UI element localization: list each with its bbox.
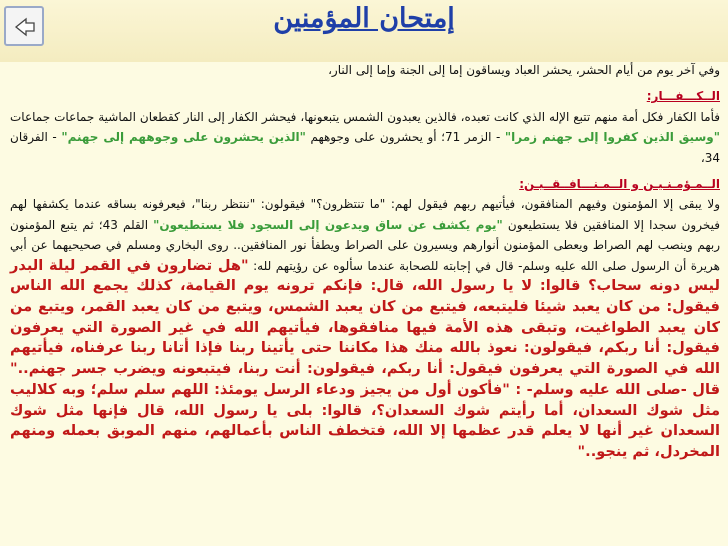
furqan-reference: - الفرقان 34، [10, 130, 720, 165]
believers-section [10, 174, 720, 463]
kuffar-text: فأما الكفار فكل أمة منهم تتبع الإله الذي كانت تعبده، فالذين يعبدون الشمس يتبعونها، فيحشر الكفار إلى النار كقطعان الماشية جماعات جماعات [10, 109, 720, 124]
believers-text-2: القلم 43؛ ثم يتبع المؤمنون ربهم وينصب لهم الصراط ويعطى المؤمنون أنوارهم ويسيرون على الصراط ويطفأ نور المنافقين.. روى البخاري ومسلم في صحيحيهما عن أبي هريرة أن الرسول صلى الله عليه وسلم- قال في إجابته للصحابة عندما سألوه عن رؤيتهم لله: [10, 217, 720, 273]
article-body [10, 60, 720, 463]
intro-paragraph: وفي آخر يوم من أيام الحشر، يحشر العباد ويساقون إما إلى الجنة وإما إلى النار، [328, 63, 720, 77]
believers-heading: الــمـؤمـنـيـن و الــمـنـــافــقــيـن: [519, 177, 720, 192]
quran-verse-qalam: "يوم يكشف عن ساق ويدعون إلى السجود فلا يستطيعون" [153, 217, 503, 232]
page-title: إمتحان المؤمنين [273, 3, 455, 34]
hadith-quote: "هل تضارون في القمر ليلة البدر ليس دونه سحاب؟ قالوا: لا يا رسول الله، قال: فإنكم ترونه يوم القيامة، كذلك يجمع الله الناس فيقول: من كان يعبد شيئا فليتبعه، فيتبع من كان يعبد الشمس، ويتبع من كان يعبد القمر، ويتبع من كان يعبد الطواغيت، وتبقى هذه الأمة فيها منافقوها، فيأتيهم الله في غير الصورة التي يعرفون فيقول: أنا ربكم، فيقولون: نعوذ بالله منك هذا مكاننا حتى يأتينا ربنا فإذا أتانا ربنا عرفناه، فيأتيهم الله في الصورة التي يعرفون فيقول: أنا ربكم، فيقولون: أنت ربنا، فيتبعونه ويضرب جسر جهنم.." قال -صلى الله عليه وسلم- : "فأكون أول من يجيز ودعاء الرسل يومئذ: اللهم سلم سلم؛ وبه كلاليب مثل شوك السعدان، أما رأيتم شوك السعدان؟، قالوا: بلى يا رسول الله، قال فإنها مثل شوك السعدان غير أنها لا يعلم قدر عظمها إلا الله، فتخطف الناس بأعمالهم، منهم الموبق بعمله ومنهم المخردل، ثم ينجو.." [10, 256, 720, 460]
quran-verse-furqan: "الذين يحشرون على وجوههم إلى جهنم" [61, 130, 306, 145]
zumar-reference: - الزمر 71؛ أو يحشرون على وجوههم [310, 130, 501, 145]
kuffar-section [10, 86, 720, 168]
kuffar-heading: الــكـــفـــار: [646, 89, 720, 104]
quran-verse-zumar: "وسيق الذين كفروا إلى جهنم زمرا" [504, 130, 720, 145]
believers-text: ولا يبقى إلا المؤمنون وفيهم المنافقون، فيأتيهم ربهم فيقول لهم: "ما تنتظرون؟" فيقولون: "ننتظر ربنا"، فيعرفونه بساقه عندما يكشفها لهم فيخرون سجدا إلا المنافقين فلا يستطيعون [10, 197, 720, 232]
